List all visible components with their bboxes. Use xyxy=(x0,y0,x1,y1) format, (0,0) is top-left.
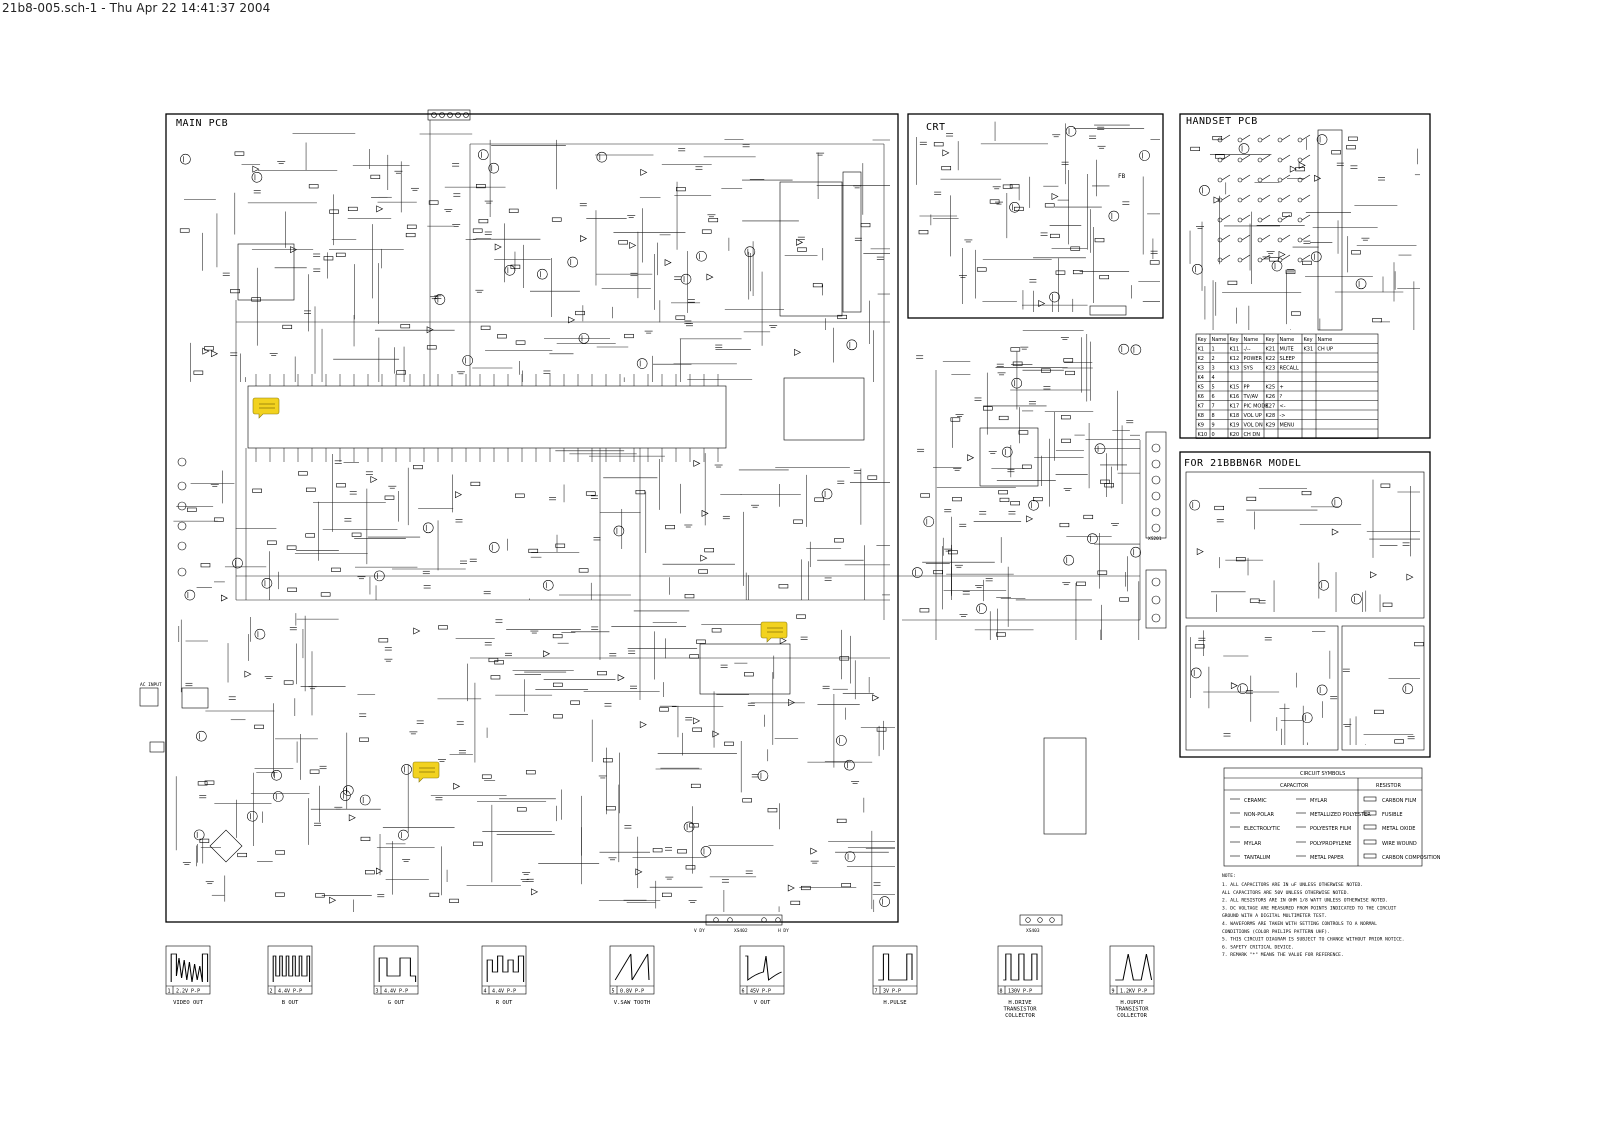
key-table-cell: K19 xyxy=(1229,422,1240,429)
key-table-cell: K3 xyxy=(1197,365,1204,372)
note-line: 5. THIS CIRCUIT DIAGRAM IS SUBJECT TO CHANGE WITHOUT PRIOR NOTICE. xyxy=(1222,937,1405,943)
power-connector-top xyxy=(428,110,470,120)
key-table-cell: <- xyxy=(1279,403,1286,410)
key-table-cell: K26 xyxy=(1265,394,1276,400)
legend-resistor-item: METAL OXIDE xyxy=(1382,826,1416,832)
note-line: 2. ALL RESISTORS ARE IN OHM 1/8 WATT UNLESS OTHERWISE NOTED. xyxy=(1222,898,1388,904)
legend-capacitor-item: MYLAR xyxy=(1244,841,1262,847)
xs403-label: XS403 xyxy=(1026,929,1040,934)
key-table-header: Name xyxy=(1279,337,1295,343)
waveform-caption: COLLECTOR xyxy=(1005,1013,1035,1019)
key-table-cell: K17 xyxy=(1229,403,1240,410)
legend-capacitor-item: TANTALUM xyxy=(1244,855,1271,861)
waveform-caption: R OUT xyxy=(495,1000,513,1006)
waveform-number: 1 xyxy=(167,988,171,995)
key-table-cell: K13 xyxy=(1229,365,1240,372)
key-table-cell: K25 xyxy=(1265,384,1276,391)
handset-label: HANDSET PCB xyxy=(1186,116,1258,127)
ic-u301 xyxy=(780,182,842,316)
circuit-symbols-legend xyxy=(1224,768,1441,866)
waveform-value: 0.8V P-P xyxy=(620,988,645,995)
note-line: CONDITIONS (COLOR PHILIPS PATTERN UHF). xyxy=(1222,929,1330,935)
waveform-9 xyxy=(1110,946,1154,1019)
waveform-number: 5 xyxy=(611,988,615,995)
key-table-cell: K15 xyxy=(1229,384,1240,391)
waveform-number: 3 xyxy=(375,988,379,995)
av-jacks-right xyxy=(1146,432,1166,628)
waveform-number: 7 xyxy=(874,988,878,995)
key-table-cell: CH DN xyxy=(1243,432,1260,438)
key-table-cell: K12 xyxy=(1229,356,1240,362)
note-icon[interactable] xyxy=(253,398,279,418)
waveform-5 xyxy=(610,946,654,1006)
key-table-header: Key xyxy=(1229,337,1239,343)
key-table-cell: ? xyxy=(1279,394,1283,400)
v-dy-connector xyxy=(706,915,782,925)
waveform-3 xyxy=(374,946,418,1006)
key-table-cell: K27 xyxy=(1265,403,1276,410)
key-table-cell: K29 xyxy=(1265,422,1276,429)
ic-u101 xyxy=(238,244,294,300)
key-table-header: Key xyxy=(1265,337,1275,343)
key-table-cell: -/-- xyxy=(1243,346,1251,353)
crt-label: CRT xyxy=(926,122,946,133)
key-table-cell: K21 xyxy=(1265,346,1276,353)
key-table-header: Name xyxy=(1317,337,1333,343)
key-table-cell: K16 xyxy=(1229,394,1240,400)
legend-resistor-item: CARBON FILM xyxy=(1382,798,1417,804)
key-table-cell: 4 xyxy=(1211,375,1215,381)
note-line: 3. DC VOLTAGE ARE MEASURED FROM POINTS INDICATED TO THE CIRCUIT xyxy=(1222,906,1397,912)
handset-ic xyxy=(1318,130,1342,330)
key-table-cell: K23 xyxy=(1265,365,1276,372)
key-table-cell: VOL DN xyxy=(1243,422,1263,429)
key-table-cell: PP xyxy=(1243,384,1250,391)
waveform-value: 4.4V P-P xyxy=(384,988,409,995)
waveform-8 xyxy=(998,946,1042,1019)
legend-capacitor-item: METAL PAPER xyxy=(1310,855,1344,861)
handset-section xyxy=(1180,114,1430,438)
key-table-header: Key xyxy=(1303,337,1313,343)
legend-capacitor-item: NON-POLAR xyxy=(1244,812,1274,818)
legend-resistor-header: RESISTOR xyxy=(1376,783,1401,789)
waveform-value: 45V P-P xyxy=(750,988,772,995)
key-table-cell: MENU xyxy=(1279,422,1295,429)
key-table-cell: 3 xyxy=(1211,365,1215,372)
notes-block xyxy=(1222,873,1405,958)
key-table-cell: 6 xyxy=(1211,394,1215,400)
waveform-caption: V OUT xyxy=(753,1000,771,1006)
note-line: ALL CAPACITORS ARE 50V UNLESS OTHERWISE NOTED. xyxy=(1222,890,1350,896)
key-table-cell: 8 xyxy=(1211,413,1215,419)
waveform-value: 4.4V P-P xyxy=(492,988,517,995)
waveform-value: 4.4V P-P xyxy=(278,988,303,995)
key-table-cell: K4 xyxy=(1197,375,1204,381)
h-dy-label: H DY xyxy=(778,929,789,934)
key-table-header: Name xyxy=(1211,337,1227,343)
key-table-cell: K9 xyxy=(1197,422,1204,429)
key-table-cell: K28 xyxy=(1265,413,1276,419)
ic-tuner xyxy=(843,172,861,312)
ic-vertical xyxy=(700,644,790,694)
key-table-cell: K22 xyxy=(1265,356,1276,362)
legend-capacitor-item: CERAMIC xyxy=(1244,798,1267,804)
key-table-cell: K2 xyxy=(1197,356,1204,362)
key-table-cell: 1 xyxy=(1211,346,1215,353)
waveform-value: 130V P-P xyxy=(1008,988,1033,995)
waveform-caption: COLLECTOR xyxy=(1117,1013,1147,1019)
v-dy-label: V DY xyxy=(694,929,705,934)
waveform-caption: V.SAW TOOTH xyxy=(613,1000,651,1006)
key-table-cell: 5 xyxy=(1211,384,1215,391)
legend-capacitor-header: CAPACITOR xyxy=(1280,783,1309,789)
key-table-header: Name xyxy=(1243,337,1259,343)
waveform-2 xyxy=(268,946,312,1006)
legend-resistor-item: FUSIBLE xyxy=(1382,812,1403,818)
key-table-cell: 0 xyxy=(1211,432,1215,438)
legend-capacitor-item: POLYPROPYLENE xyxy=(1310,841,1352,847)
key-table-cell: 2 xyxy=(1211,356,1215,362)
key-table-cell: K8 xyxy=(1197,413,1204,419)
key-table-cell: -> xyxy=(1279,413,1286,419)
key-table-cell: + xyxy=(1279,384,1284,391)
legend-resistor-item: CARBON COMPOSITION xyxy=(1382,855,1441,861)
waveform-caption: H.OUPUT xyxy=(1120,1000,1144,1006)
key-table xyxy=(1196,334,1378,439)
waveform-number: 8 xyxy=(999,988,1003,995)
waveform-caption: H.DRIVE xyxy=(1008,1000,1032,1006)
ac-input-label: AC INPUT xyxy=(140,683,162,688)
note-line: 4. WAVEFORMS ARE TAKEN WITH SETTING CONTROLS TO A NORMAL xyxy=(1222,922,1377,927)
waveform-value: 1.2KV P-P xyxy=(1120,988,1148,995)
key-table-cell: VOL UP xyxy=(1243,413,1262,419)
waveform-caption: H.PULSE xyxy=(883,1000,907,1006)
note-line: 6. SAFETY CRITICAL DEVICE. xyxy=(1222,945,1294,951)
waveform-number: 4 xyxy=(483,988,487,995)
waveform-value: 3V P-P xyxy=(883,988,902,995)
key-table-cell: MUTE xyxy=(1279,346,1294,353)
key-table-cell: PIC MODE xyxy=(1243,403,1269,410)
key-table-cell: SLEEP xyxy=(1279,356,1295,362)
key-table-cell: K11 xyxy=(1229,346,1240,353)
waveform-number: 2 xyxy=(269,988,273,995)
main-ic-chip xyxy=(248,386,726,448)
xs201-label: XS201 xyxy=(1148,537,1162,542)
legend-resistor-item: WIRE WOUND xyxy=(1382,841,1417,847)
legend-capacitor-item: METALLIZED POLYESTER xyxy=(1310,812,1371,818)
key-table-cell: POWER xyxy=(1243,356,1263,362)
waveform-panel xyxy=(166,946,1154,1019)
key-table-header: Key xyxy=(1197,337,1207,343)
key-table-cell: K10 xyxy=(1197,432,1208,438)
key-table-cell: K6 xyxy=(1197,394,1204,400)
key-table-cell: K20 xyxy=(1229,432,1240,438)
key-table-cell: K18 xyxy=(1229,413,1240,419)
svg-text:FB: FB xyxy=(1118,173,1126,180)
waveform-1 xyxy=(166,946,210,1006)
waveform-caption: TRANSISTOR xyxy=(1115,1006,1149,1013)
key-table-cell: K5 xyxy=(1197,384,1204,391)
legend-capacitor-item: MYLAR xyxy=(1310,798,1328,804)
note-line: 1. ALL CAPACITORS ARE IN uF UNLESS OTHERWISE NOTED. xyxy=(1222,883,1364,888)
waveform-caption: G OUT xyxy=(387,1000,405,1006)
key-table-cell: K31 xyxy=(1303,346,1314,353)
waveform-value: 2.2V P-P xyxy=(176,988,201,995)
legend-capacitor-item: ELECTROLYTIC xyxy=(1244,826,1281,832)
key-table-cell: K7 xyxy=(1197,403,1204,410)
note-icon[interactable] xyxy=(413,762,439,782)
key-table-cell: RECALL xyxy=(1279,365,1299,372)
xs402-label: XS402 xyxy=(734,929,748,934)
model-label: FOR 21BBBN6R MODEL xyxy=(1184,458,1302,469)
ic-u501 xyxy=(784,378,864,440)
key-table-cell: K1 xyxy=(1197,346,1204,353)
legend-capacitor-item: POLYESTER FILM xyxy=(1310,826,1352,832)
key-table-cell: 9 xyxy=(1211,422,1215,429)
legend-title: CIRCUIT SYMBOLS xyxy=(1300,771,1346,777)
bridge-rectifier xyxy=(210,830,242,862)
key-table-cell: 7 xyxy=(1211,403,1215,410)
ac-input-plug xyxy=(140,688,208,752)
schematic-wiring xyxy=(173,120,1420,912)
waveform-4 xyxy=(482,946,526,1006)
key-table-cell: CH UP xyxy=(1317,346,1334,353)
notes-title: NOTE: xyxy=(1222,874,1236,879)
page-header: 21b8-005.sch-1 - Thu Apr 22 14:41:37 2004 xyxy=(2,1,271,15)
waveform-caption: VIDEO OUT xyxy=(173,1000,203,1006)
av-jacks-left xyxy=(178,458,186,576)
waveform-caption: TRANSISTOR xyxy=(1003,1006,1037,1013)
waveform-7 xyxy=(873,946,917,1006)
key-table-cell: SYS xyxy=(1243,365,1253,372)
waveform-number: 9 xyxy=(1111,988,1115,995)
waveform-caption: B OUT xyxy=(281,1000,299,1006)
flyback-transformer xyxy=(1044,738,1086,834)
key-table-cell: TV/AV xyxy=(1243,394,1259,400)
note-line: 7. REMARK "*" MEANS THE VALUE FOR REFERENCE. xyxy=(1222,953,1344,959)
note-line: GROUND WITH A DIGITAL MULTIMETER TEST. xyxy=(1222,914,1328,920)
crt-connector-bottom xyxy=(1020,915,1062,925)
model-section xyxy=(1180,452,1430,757)
waveform-6 xyxy=(740,946,784,1006)
main-pcb-label: MAIN PCB xyxy=(176,118,229,129)
waveform-number: 6 xyxy=(741,988,745,995)
